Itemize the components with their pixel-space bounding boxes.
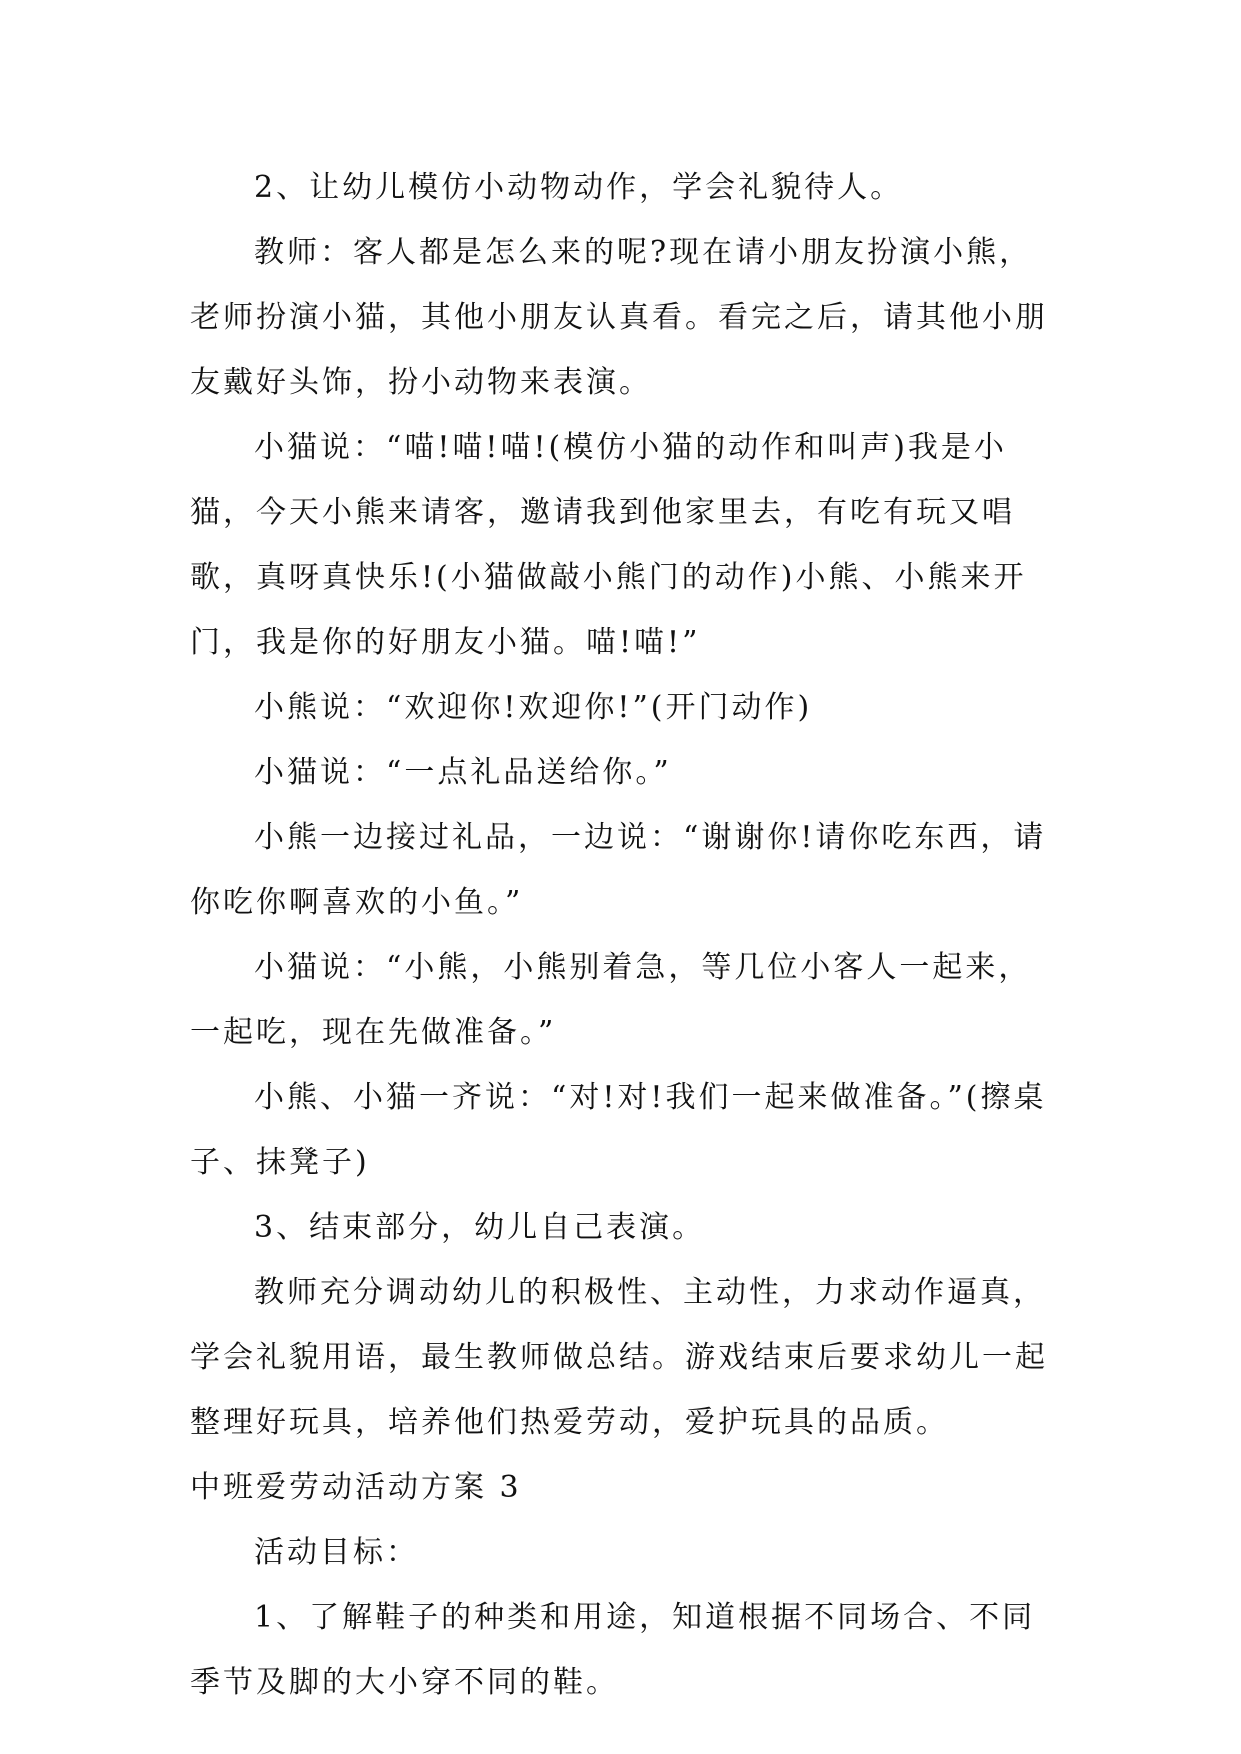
paragraph: 教师：客人都是怎么来的呢?现在请小朋友扮演小熊，老师扮演小猫，其他小朋友认真看。看完之后，请其他小朋友戴好头饰，扮小动物来表演。 [190, 235, 1048, 400]
paragraph: 2、让幼儿模仿小动物动作，学会礼貌待人。 [254, 170, 904, 205]
paragraph: 小猫说：“喵!喵!喵!(模仿小猫的动作和叫声)我是小猫，今天小熊来请客，邀请我到他家里去，有吃有玩又唱歌，真呀真快乐!(小猫做敲小熊门的动作)小熊、小熊来开门，我是你的好朋友小猫。喵!喵!” [190, 430, 1027, 660]
paragraph: 小猫说：“一点礼品送给你。” [254, 755, 672, 790]
document-body [190, 155, 1050, 1715]
paragraph: 小熊、小猫一齐说：“对!对!我们一起来做准备。”(擦桌子、抹凳子) [190, 1080, 1047, 1180]
section-heading: 中班爱劳动活动方案 3 [190, 1470, 522, 1505]
paragraph: 1、了解鞋子的种类和用途，知道根据不同场合、不同季节及脚的大小穿不同的鞋。 [190, 1600, 1036, 1700]
paragraph: 小熊一边接过礼品，一边说：“谢谢你!请你吃东西，请你吃你啊喜欢的小鱼。” [190, 820, 1047, 920]
paragraph: 活动目标： [254, 1535, 419, 1570]
paragraph: 3、结束部分，幼儿自己表演。 [254, 1210, 706, 1245]
paragraph: 小熊说：“欢迎你!欢迎你!”(开门动作) [254, 690, 813, 725]
paragraph: 教师充分调动幼儿的积极性、主动性，力求动作逼真，学会礼貌用语，最生教师做总结。游戏结束后要求幼儿一起整理好玩具，培养他们热爱劳动，爱护玩具的品质。 [190, 1275, 1048, 1440]
paragraph: 小猫说：“小熊，小熊别着急，等几位小客人一起来，一起吃，现在先做准备。” [190, 950, 1032, 1050]
